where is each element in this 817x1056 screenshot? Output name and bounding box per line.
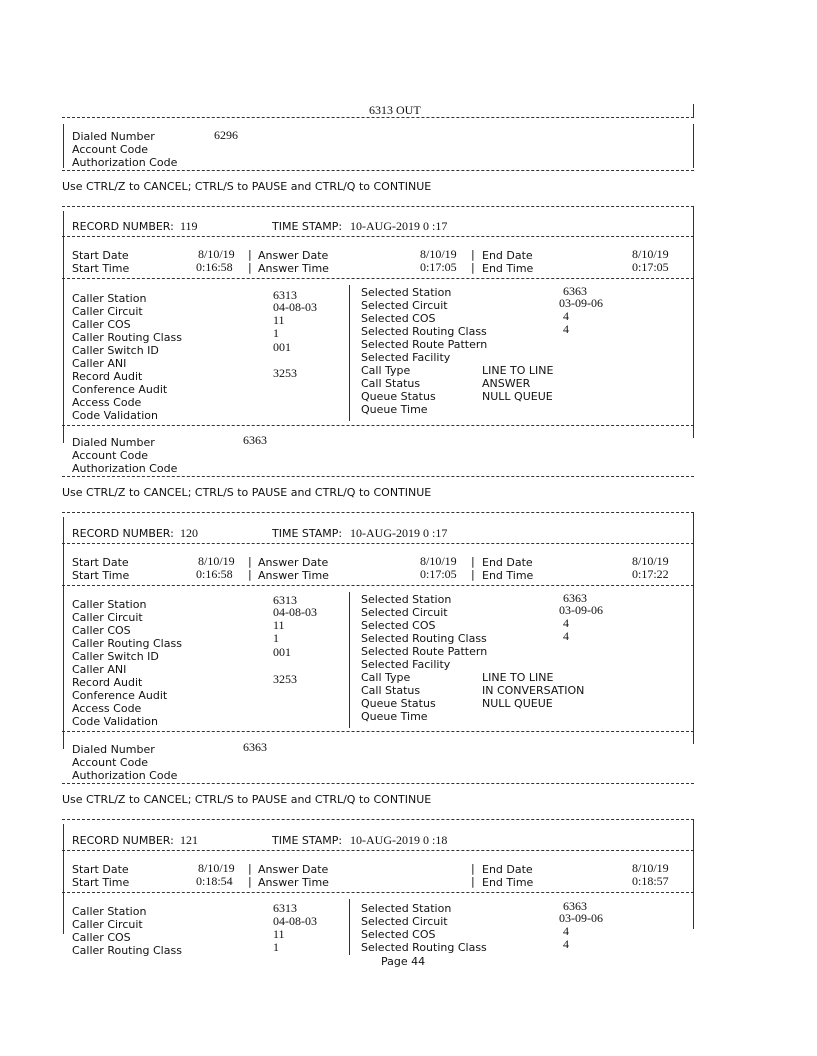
divider <box>62 512 694 513</box>
divider <box>62 543 694 544</box>
selected-circuit-label: Selected Circuit <box>361 915 448 928</box>
end-date-value: 8/10/19 <box>632 861 669 875</box>
caller-switch-value: 001 <box>273 645 291 659</box>
access-code-label: Access Code <box>72 396 142 409</box>
caller-routing-label: Caller Routing Class <box>72 944 182 957</box>
divider <box>62 170 694 171</box>
end-time-value: 0:17:22 <box>632 567 669 581</box>
column-divider: | <box>248 568 252 581</box>
caller-circuit-value: 04-08-03 <box>273 914 317 928</box>
answer-date-label: Answer Date <box>258 249 329 262</box>
record-number-label: RECORD NUMBER: <box>72 220 174 233</box>
authorization-code-label: Authorization Code <box>72 462 178 475</box>
divider <box>62 819 694 820</box>
selected-station-value: 6363 <box>563 899 587 913</box>
caller-station-label: Caller Station <box>72 598 147 611</box>
column-divider: | <box>471 875 475 888</box>
divider <box>62 850 694 851</box>
dialed-number-label: Dialed Number <box>72 436 155 449</box>
code-validation-label: Code Validation <box>72 715 158 728</box>
start-time-value: 0:16:58 <box>196 260 233 274</box>
divider <box>62 731 694 732</box>
start-time-label: Start Time <box>72 569 130 582</box>
conference-audit-label: Conference Audit <box>72 689 168 702</box>
end-date-label: End Date <box>482 556 533 569</box>
queue-status-label: Queue Status <box>361 390 436 403</box>
end-time-label: End Time <box>482 876 534 889</box>
time-stamp-label: TIME STAMP: <box>272 834 343 847</box>
caller-station-value: 6313 <box>273 593 297 607</box>
queue-time-label: Queue Time <box>361 710 428 723</box>
start-date-label: Start Date <box>72 556 129 569</box>
record-audit-value: 3253 <box>273 366 297 380</box>
start-date-value: 8/10/19 <box>198 554 235 568</box>
column-divider <box>349 285 350 421</box>
answer-time-label: Answer Time <box>258 262 329 275</box>
time-stamp-value: 10-AUG-2019 0 :17 <box>350 219 448 233</box>
dialed-number-value: 6363 <box>243 433 267 447</box>
column-divider: | <box>471 862 475 875</box>
page-number: Page 44 <box>381 955 426 968</box>
divider <box>63 124 64 168</box>
selected-routing-label: Selected Routing Class <box>361 941 487 954</box>
divider <box>63 211 64 443</box>
divider <box>693 206 694 438</box>
dialed-number-label: Dialed Number <box>72 130 155 143</box>
dialed-number-value: 6363 <box>243 740 267 754</box>
divider <box>693 819 694 929</box>
record-audit-label: Record Audit <box>72 676 143 689</box>
column-divider: | <box>248 555 252 568</box>
record-number-label: RECORD NUMBER: <box>72 527 174 540</box>
end-date-label: End Date <box>482 249 533 262</box>
selected-facility-label: Selected Facility <box>361 658 451 671</box>
cancel-message: Use CTRL/Z to CANCEL; CTRL/S to PAUSE and CTRL/Q to CONTINUE <box>62 793 432 806</box>
end-time-value: 0:17:05 <box>632 260 669 274</box>
divider <box>62 206 694 207</box>
end-time-value: 0:18:57 <box>632 874 669 888</box>
selected-cos-value: 4 <box>563 924 569 938</box>
selected-cos-value: 4 <box>563 309 569 323</box>
start-time-label: Start Time <box>72 262 130 275</box>
divider <box>62 585 694 586</box>
caller-cos-value: 11 <box>273 927 285 941</box>
column-divider: | <box>471 261 475 274</box>
code-validation-label: Code Validation <box>72 409 158 422</box>
caller-station-value: 6313 <box>273 901 297 915</box>
selected-routing-value: 4 <box>563 322 569 336</box>
divider <box>62 278 694 279</box>
record-number-value: 120 <box>180 526 198 540</box>
dialed-number-value: 6296 <box>214 128 238 142</box>
answer-time-label: Answer Time <box>258 876 329 889</box>
call-type-label: Call Type <box>361 364 411 377</box>
selected-station-label: Selected Station <box>361 593 452 606</box>
divider <box>63 824 64 934</box>
call-status-value: ANSWER <box>482 377 531 390</box>
end-date-value: 8/10/19 <box>632 554 669 568</box>
caller-cos-value: 11 <box>273 618 285 632</box>
divider <box>62 783 694 784</box>
selected-cos-label: Selected COS <box>361 928 436 941</box>
selected-facility-label: Selected Facility <box>361 351 451 364</box>
selected-cos-label: Selected COS <box>361 619 436 632</box>
caller-circuit-label: Caller Circuit <box>72 611 143 624</box>
caller-circuit-value: 04-08-03 <box>273 300 317 314</box>
column-divider: | <box>471 555 475 568</box>
answer-date-label: Answer Date <box>258 556 329 569</box>
caller-ani-label: Caller ANI <box>72 663 127 676</box>
caller-cos-label: Caller COS <box>72 318 131 331</box>
account-code-label: Account Code <box>72 449 149 462</box>
caller-switch-value: 001 <box>273 340 291 354</box>
start-date-label: Start Date <box>72 249 129 262</box>
record-number-label: RECORD NUMBER: <box>72 834 174 847</box>
caller-switch-label: Caller Switch ID <box>72 344 159 357</box>
answer-time-value: 0:17:05 <box>420 260 457 274</box>
time-stamp-label: TIME STAMP: <box>272 527 343 540</box>
answer-date-value: 8/10/19 <box>420 247 457 261</box>
start-date-value: 8/10/19 <box>198 247 235 261</box>
access-code-label: Access Code <box>72 702 142 715</box>
selected-station-value: 6363 <box>563 284 587 298</box>
caller-routing-value: 1 <box>273 940 279 954</box>
column-divider: | <box>248 862 252 875</box>
divider <box>62 236 694 237</box>
column-divider: | <box>248 875 252 888</box>
start-date-value: 8/10/19 <box>198 861 235 875</box>
caller-routing-label: Caller Routing Class <box>72 331 182 344</box>
account-code-label: Account Code <box>72 756 149 769</box>
time-stamp-value: 10-AUG-2019 0 :17 <box>350 526 448 540</box>
queue-status-label: Queue Status <box>361 697 436 710</box>
start-date-label: Start Date <box>72 863 129 876</box>
caller-circuit-label: Caller Circuit <box>72 305 143 318</box>
call-status-label: Call Status <box>361 684 421 697</box>
cancel-message: Use CTRL/Z to CANCEL; CTRL/S to PAUSE and CTRL/Q to CONTINUE <box>62 180 432 193</box>
end-date-value: 8/10/19 <box>632 247 669 261</box>
column-divider: | <box>248 248 252 261</box>
selected-station-label: Selected Station <box>361 902 452 915</box>
selected-station-label: Selected Station <box>361 286 452 299</box>
caller-routing-value: 1 <box>273 631 279 645</box>
column-divider: | <box>471 248 475 261</box>
caller-circuit-label: Caller Circuit <box>72 918 143 931</box>
end-time-label: End Time <box>482 569 534 582</box>
caller-routing-label: Caller Routing Class <box>72 637 182 650</box>
authorization-code-label: Authorization Code <box>72 769 178 782</box>
time-stamp-value: 10-AUG-2019 0 :18 <box>350 833 448 847</box>
start-time-value: 0:16:58 <box>196 567 233 581</box>
divider <box>62 892 694 893</box>
queue-status-value: NULL QUEUE <box>482 697 553 710</box>
answer-date-label: Answer Date <box>258 863 329 876</box>
selected-routing-label: Selected Routing Class <box>361 632 487 645</box>
authorization-code-label: Authorization Code <box>72 156 178 169</box>
answer-date-value: 8/10/19 <box>420 554 457 568</box>
end-date-label: End Date <box>482 863 533 876</box>
page-title: 6313 OUT <box>369 103 421 117</box>
conference-audit-label: Conference Audit <box>72 383 168 396</box>
record-number-value: 121 <box>180 833 198 847</box>
call-type-label: Call Type <box>361 671 411 684</box>
selected-station-value: 6363 <box>563 591 587 605</box>
selected-cos-label: Selected COS <box>361 312 436 325</box>
call-status-value: IN CONVERSATION <box>482 684 585 697</box>
column-divider: | <box>248 261 252 274</box>
selected-circuit-value: 03-09-06 <box>559 296 603 310</box>
selected-circuit-value: 03-09-06 <box>559 603 603 617</box>
caller-circuit-value: 04-08-03 <box>273 605 317 619</box>
selected-routing-label: Selected Routing Class <box>361 325 487 338</box>
queue-status-value: NULL QUEUE <box>482 390 553 403</box>
divider <box>62 425 694 426</box>
answer-time-value: 0:17:05 <box>420 567 457 581</box>
record-audit-label: Record Audit <box>72 370 143 383</box>
start-time-label: Start Time <box>72 876 130 889</box>
caller-station-label: Caller Station <box>72 905 147 918</box>
caller-routing-value: 1 <box>273 326 279 340</box>
answer-time-label: Answer Time <box>258 569 329 582</box>
time-stamp-label: TIME STAMP: <box>272 220 343 233</box>
column-divider <box>349 899 350 955</box>
column-divider: | <box>471 568 475 581</box>
divider <box>693 104 694 118</box>
caller-cos-label: Caller COS <box>72 931 131 944</box>
call-type-value: LINE TO LINE <box>482 364 554 377</box>
record-audit-value: 3253 <box>273 672 297 686</box>
divider <box>62 476 694 477</box>
selected-route-pattern-label: Selected Route Pattern <box>361 338 488 351</box>
dialed-number-label: Dialed Number <box>72 743 155 756</box>
cancel-message: Use CTRL/Z to CANCEL; CTRL/S to PAUSE and CTRL/Q to CONTINUE <box>62 486 432 499</box>
selected-routing-value: 4 <box>563 937 569 951</box>
end-time-label: End Time <box>482 262 534 275</box>
column-divider <box>349 592 350 728</box>
account-code-label: Account Code <box>72 143 149 156</box>
caller-ani-label: Caller ANI <box>72 357 127 370</box>
queue-time-label: Queue Time <box>361 403 428 416</box>
selected-cos-value: 4 <box>563 616 569 630</box>
selected-circuit-value: 03-09-06 <box>559 911 603 925</box>
caller-switch-label: Caller Switch ID <box>72 650 159 663</box>
divider <box>693 124 694 168</box>
record-number-value: 119 <box>180 219 198 233</box>
caller-cos-label: Caller COS <box>72 624 131 637</box>
start-time-value: 0:18:54 <box>196 874 233 888</box>
call-status-label: Call Status <box>361 377 421 390</box>
caller-station-value: 6313 <box>273 288 297 302</box>
selected-route-pattern-label: Selected Route Pattern <box>361 645 488 658</box>
caller-cos-value: 11 <box>273 313 285 327</box>
selected-circuit-label: Selected Circuit <box>361 606 448 619</box>
divider <box>693 512 694 744</box>
divider <box>62 117 694 118</box>
selected-routing-value: 4 <box>563 629 569 643</box>
call-type-value: LINE TO LINE <box>482 671 554 684</box>
selected-circuit-label: Selected Circuit <box>361 299 448 312</box>
divider <box>63 517 64 749</box>
caller-station-label: Caller Station <box>72 292 147 305</box>
